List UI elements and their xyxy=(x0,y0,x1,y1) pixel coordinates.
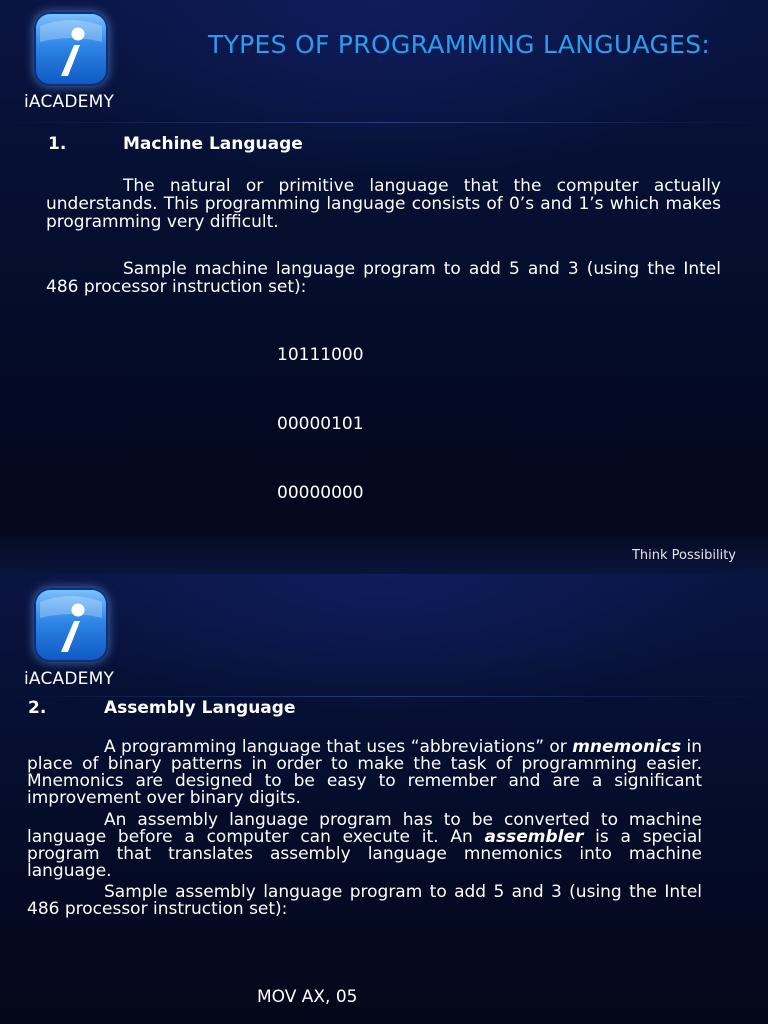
divider xyxy=(0,696,768,697)
term-mnemonics: mnemonics xyxy=(572,737,682,757)
assembly-code-listing xyxy=(257,940,358,1024)
tagline: Think Possibility xyxy=(631,548,736,563)
slide-title: TYPES OF PROGRAMMING LANGUAGES: xyxy=(208,30,711,59)
section-number: 1. xyxy=(48,134,67,154)
code-line: 00000000 xyxy=(277,483,364,503)
divider xyxy=(0,122,768,123)
logo-text: iACADEMY xyxy=(24,669,115,689)
paragraph-sample-intro: Sample machine language program to add 5 and 3 (using the Intel 486 processor instruction set): xyxy=(46,259,721,297)
machine-code-listing xyxy=(277,298,364,574)
section-heading: Machine Language xyxy=(123,134,303,154)
code-line: 00000101 xyxy=(277,414,364,434)
code-line: 10111000 xyxy=(277,345,364,365)
iacademy-logo-icon xyxy=(34,12,108,86)
paragraph-sample-intro: Sample assembly language program to add 5 and 3 (using the Intel 486 processor instruction set): xyxy=(27,882,702,919)
iacademy-logo-icon xyxy=(34,588,108,662)
section-number: 2. xyxy=(28,698,47,718)
code-line: MOV AX, 05 xyxy=(257,987,358,1007)
term-assembler: assembler xyxy=(484,827,584,847)
paragraph-definition: A programming language that uses “abbreviations” or mnemonics in place of binary patterns in order to make the task of programming easier. Mnemonics are designed to be easy to remember and are a significant improvement over binary digits. xyxy=(27,737,702,808)
paragraph-assembler: An assembly language program has to be converted to machine language before a computer can execute it. An assembler is a special program that translates assembly language mnemonics into machine language. xyxy=(27,810,702,881)
slide-assembly-language xyxy=(0,574,768,1024)
logo-text: iACADEMY xyxy=(24,92,115,112)
section-heading: Assembly Language xyxy=(104,698,296,718)
paragraph-definition: The natural or primitive language that the computer actually understands. This programming language consists of 0’s and 1’s which makes programming very difficult. xyxy=(46,176,721,232)
